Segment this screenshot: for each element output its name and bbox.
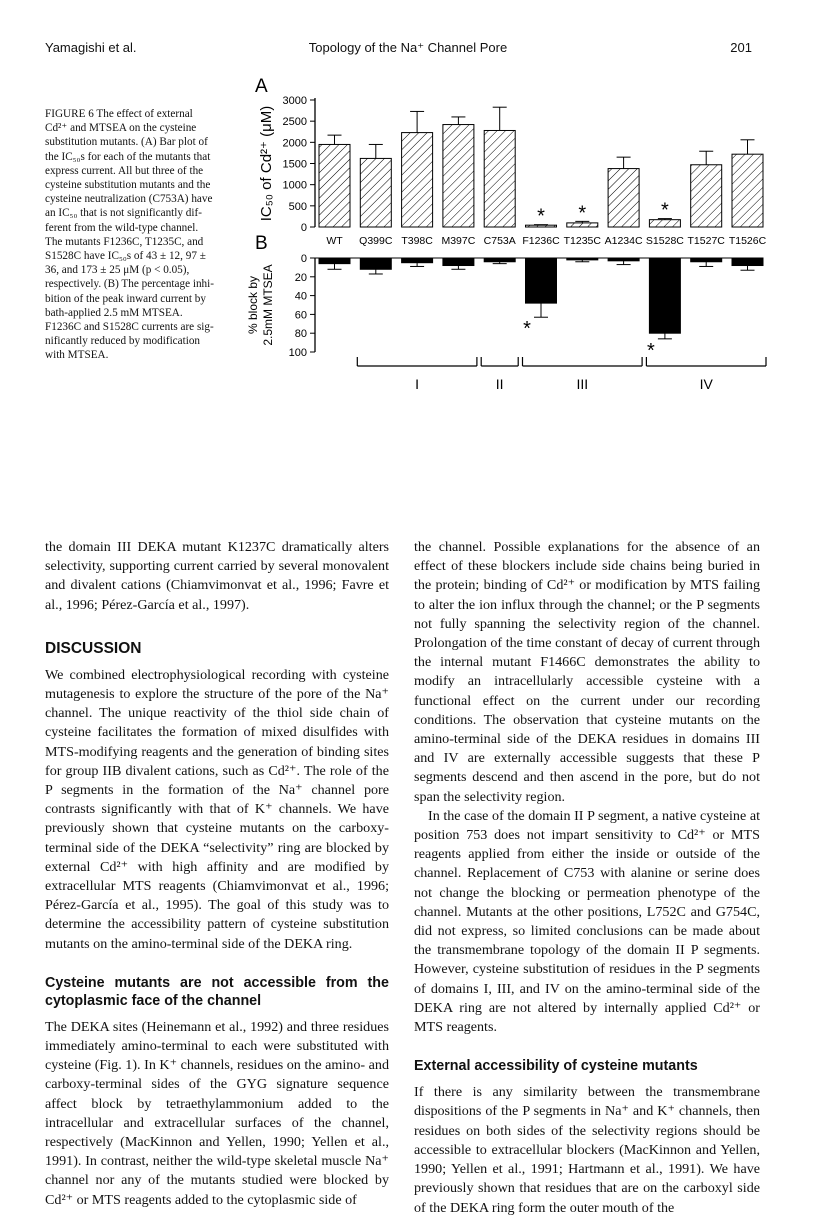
domain-label: III: [576, 376, 589, 392]
y-axis-title: 2.5mM MTSEA: [261, 264, 275, 346]
panel-a-label: A: [255, 76, 268, 97]
significance-asterisk: *: [647, 339, 655, 362]
subsection-heading: External accessibility of cysteine mutants: [414, 1058, 698, 1075]
figure-6: [235, 70, 775, 460]
x-tick-label: C753A: [483, 235, 516, 247]
significance-asterisk: *: [537, 205, 545, 228]
caption-line: The mutants F1236C, T1235C, and: [45, 235, 204, 248]
caption-line: 36, and 173 ± 25 μM (p < 0.05),: [45, 264, 190, 277]
subsection-heading: Cysteine mutants are not accessible from the cytoplasmic face of the channel: [45, 974, 389, 1009]
domain-label: IV: [699, 376, 713, 392]
caption-line: S1528C have IC₅₀s of 43 ± 12, 97 ±: [45, 250, 206, 263]
bar: [360, 158, 391, 227]
bar: [608, 169, 639, 227]
bar: [360, 258, 391, 269]
y-axis-title: IC₅₀ of Cd²⁺ (μM): [258, 105, 275, 222]
bar: [484, 130, 515, 227]
y-tick-label: 1000: [282, 179, 307, 192]
y-tick-label: 3000: [282, 95, 307, 107]
right-text-column: [414, 538, 760, 1218]
caption-line: ferent from the wild-type channel.: [45, 221, 199, 234]
caption-line: cysteine substitution mutants and the: [45, 179, 211, 192]
running-header-title: Topology of the Na⁺ Channel Pore: [308, 40, 508, 55]
y-tick-label: 60: [294, 309, 307, 322]
y-tick-label: 2500: [282, 116, 307, 129]
caption-line: substitution mutants. (A) Bar plot of: [45, 136, 208, 149]
figure-caption: [45, 107, 235, 363]
caption-line: with MTSEA.: [45, 349, 109, 362]
domain-label: II: [495, 376, 504, 392]
paragraph: If there is any similarity between the transmembrane dispositions of the P segments in Na⁺ and K⁺ channels, then residues on both sides of the selectivity regions should be accessible to extracellular blockers (MacKinnon and Yellen, 1990; Yellen et al., 1991; Hartmann et al., 1991). We have previously shown that residues that are on the carboxyl side of the DEKA ring form the outer mouth of the: [414, 1084, 760, 1216]
caption-line: F1236C and S1528C currents are sig-: [45, 321, 214, 334]
bar: [402, 258, 433, 263]
bar: [319, 144, 350, 227]
caption-line: express current. All but three of the: [45, 164, 204, 177]
panel-b-chart: [246, 233, 766, 392]
bar: [484, 258, 515, 262]
bar: [526, 258, 557, 303]
bar: [691, 258, 722, 262]
x-tick-label: T1526C: [728, 235, 767, 247]
x-tick-label: M397C: [441, 235, 476, 247]
significance-asterisk: *: [661, 199, 669, 222]
x-tick-label: WT: [326, 235, 343, 247]
y-tick-label: 1500: [282, 158, 307, 171]
bar: [691, 165, 722, 227]
bar: [443, 258, 474, 266]
paragraph: We combined electrophysiological recording with cysteine mutagenesis to explore the structure of the pore of the Na⁺ channel. The unique reactivity of the thiol side chain of cysteine facilitates the formation of mixed disulfides with MTS-modifying reagents and the generation of binding sites for group IIB divalent cations, such as Cd²⁺. The role of the P segments in the formation of the Na⁺ channel pore contrasts significantly with that of K⁺ channels. We have previously shown that cysteine mutants on the carboxy-terminal side of the DEKA “selectivity” ring are blocked by external Cd²⁺ with high affinity and are modified by extracellular MTS reagents (Chiamvimonvat et al., 1996; Pérez-García et al., 1995). The goal of this study was to determine the accessibility pattern of cysteine substitution mutants on the amino-terminal side of the DEKA ring.: [45, 666, 389, 952]
bar: [402, 133, 433, 227]
caption-line: the IC₅₀s for each of the mutants that: [45, 150, 211, 163]
panel-b-label: B: [255, 233, 268, 254]
x-tick-label: T398C: [401, 235, 433, 247]
paragraph: the channel. Possible explanations for the absence of an effect of these blockers include side chains being buried in the protein; binding of Cd²⁺ or modification by MTS failing to alter the ion influx through the channel; or the P segments not fully spanning the selectivity region of the channel. Prolongation of the time constant of decay of current through the internal mutant F1466C demonstrates the ability to modify an intracellularly accessible cysteine with a functional effect on the current under our recording conditions. The observation that cysteine mutants on the amino-terminal side of the DEKA residues in domains III and IV are externally accessible suggests that these P segments descend and then ascend in the pore, but do not span the selectivity region.: [414, 539, 760, 805]
y-tick-label: 40: [294, 290, 307, 303]
caption-line: nificantly reduced by modification: [45, 335, 201, 348]
paragraph: the domain III DEKA mutant K1237C dramatically alters selectivity, supporting current carried by several monovalent and divalent cations (Chiamvimonvat et al., 1996; Favre et al., 1996; Pérez-García et al., 1997).: [45, 539, 389, 613]
bar: [319, 258, 350, 264]
significance-asterisk: *: [578, 202, 587, 225]
page-number: 201: [730, 40, 752, 55]
caption-line: bath-applied 2.5 mM MTSEA.: [45, 306, 183, 319]
bar: [443, 125, 474, 227]
left-text-column: [45, 538, 389, 1210]
x-tick-label: T1527C: [687, 235, 725, 247]
panel-a-chart: [255, 76, 767, 247]
running-header-authors: Yamagishi et al.: [45, 40, 137, 55]
bar: [732, 154, 763, 227]
y-tick-label: 100: [288, 347, 307, 359]
bar: [649, 258, 680, 333]
y-tick-label: 0: [300, 253, 307, 265]
x-tick-label: F1236C: [522, 235, 560, 247]
paragraph: In the case of the domain II P segment, a native cysteine at position 753 does not impart sensitivity to Cd²⁺ or MTS reagents applied from either the inside or outside of the channel. Replacement of C753 with alanine or serine does not change the blocking or permeation phenotype of the channel. Mutants at the other positions, L752C and G754C, did not express, so limited conclusions can be made about the transmembrane topology of the domain II P segments. However, cysteine substitution of residues in the P segments of domains I, III, and IV on the amino-terminal side of the DEKA ring are not altered by internally applied Cd²⁺ or MTS reagents.: [414, 807, 760, 1036]
caption-line: an IC₅₀ that is not significantly dif-: [45, 207, 202, 220]
y-tick-label: 500: [288, 200, 307, 213]
x-tick-label: T1235C: [563, 235, 601, 247]
paragraph: The DEKA sites (Heinemann et al., 1992) and three residues immediately amino-terminal to each were substituted with cysteine (Fig. 1). In K⁺ channels, residues on the amino- and carboxy-terminal sides of the GYG signature sequence affect block by tetraethylammonium added to the intracellular and extracellular surfaces of the channel, respectively (MacKinnon and Yellen, 1990; Yellen et al., 1991). In contrast, neither the wild-type skeletal muscle Na⁺ channel nor any of the mutants studied were blocked by Cd²⁺ or MTS reagents added to the cytoplasmic side of: [45, 1018, 389, 1208]
domain-label: I: [415, 376, 420, 392]
y-tick-label: 20: [294, 271, 307, 284]
caption-line: cysteine neutralization (C753A) have: [45, 193, 213, 206]
caption-line: respectively. (B) The percentage inhi-: [45, 278, 214, 291]
caption-line: FIGURE 6 The effect of external: [45, 108, 193, 120]
x-tick-label: S1528C: [645, 235, 684, 247]
caption-line: Cd²⁺ and MTSEA on the cysteine: [45, 122, 197, 135]
significance-asterisk: *: [523, 318, 531, 341]
y-tick-label: 2000: [282, 137, 307, 150]
y-tick-label: 0: [300, 222, 307, 234]
y-tick-label: 80: [294, 328, 307, 341]
caption-line: bition of the peak inward current by: [45, 292, 206, 305]
discussion-heading: DISCUSSION: [45, 639, 142, 657]
bar: [732, 258, 763, 266]
x-tick-label: A1234C: [604, 235, 643, 247]
y-axis-title: % block by: [246, 275, 260, 335]
bar: [608, 258, 639, 261]
bar: [567, 258, 598, 260]
x-tick-label: Q399C: [359, 235, 393, 247]
